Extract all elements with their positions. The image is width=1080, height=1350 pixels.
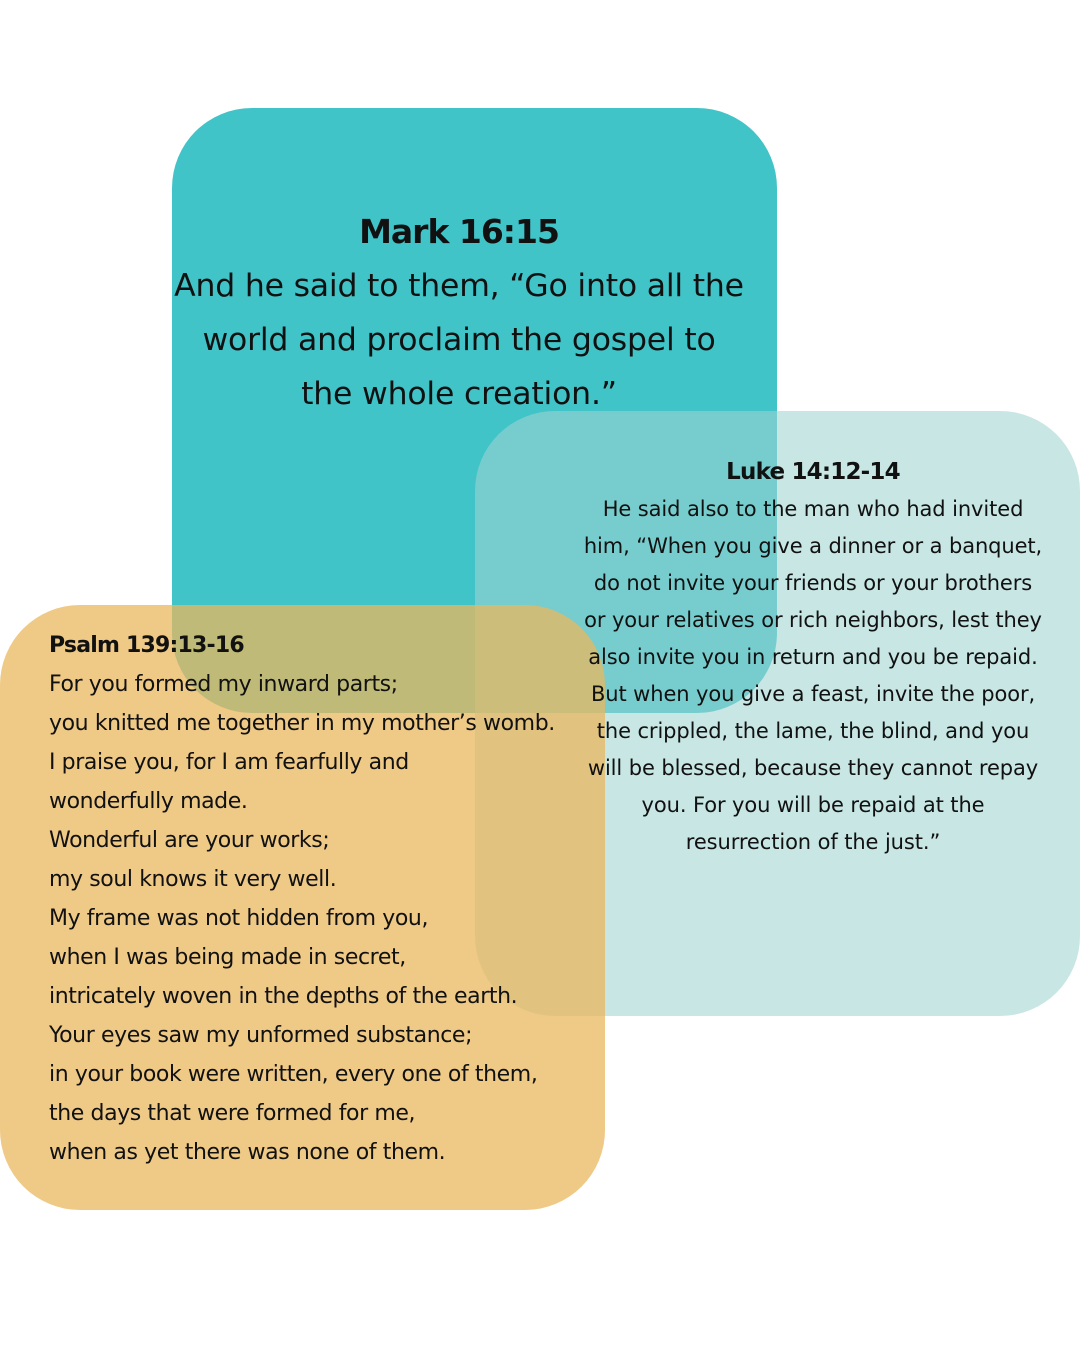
psalm-line: when as yet there was none of them. (49, 1140, 446, 1165)
psalm-line: For you formed my inward parts; (49, 672, 398, 697)
psalm-line: my soul knows it very well. (49, 867, 337, 892)
psalm-line: when I was being made in secret, (49, 945, 406, 970)
psalm-reference: Psalm 139:13-16 (49, 633, 244, 658)
luke-body: He said also to the man who had invited him, “When you give a dinner or a banquet, do not invite your friends or your brothers or your relatives or rich neighbors, lest they also invite you in return and you be repaid. But when you give a feast, invite the poor, the crippled, the lame, the blind, and you will be blessed, because they cannot repay you. For you will be repaid at the resurrection of the just.” (583, 497, 1043, 854)
psalm-line: the days that were formed for me, (49, 1101, 416, 1126)
psalm-line: wonderfully made. (49, 789, 248, 814)
luke-reference: Luke 14:12-14 (726, 459, 900, 485)
mark-verse-text (172, 205, 746, 421)
psalm-line: Wonderful are your works; (49, 828, 330, 853)
psalm-line: I praise you, for I am fearfully and (49, 750, 409, 775)
luke-verse-text (582, 454, 1044, 861)
psalm-line: Your eyes saw my unformed substance; (49, 1023, 473, 1048)
psalm-line: intricately woven in the depths of the earth. (49, 984, 518, 1009)
psalm-line: you knitted me together in my mother’s womb. (49, 711, 555, 736)
mark-body: And he said to them, “Go into all the world and proclaim the gospel to the whole creation.” (174, 268, 744, 412)
mark-reference: Mark 16:15 (359, 212, 559, 251)
psalm-line: My frame was not hidden from you, (49, 906, 429, 931)
psalm-verse-text (49, 626, 609, 1172)
psalm-line: in your book were written, every one of them, (49, 1062, 538, 1087)
